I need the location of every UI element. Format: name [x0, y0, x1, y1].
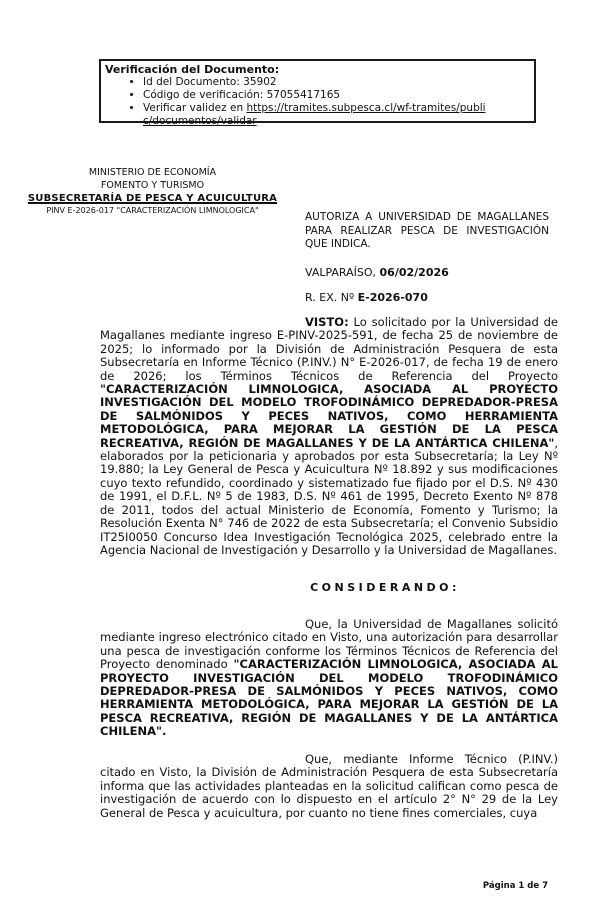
verify-validity-item [143, 102, 534, 128]
visto-paragraph [100, 316, 558, 557]
resolution-number-line [305, 291, 428, 304]
verify-validity-text: Verificar validez en [143, 102, 244, 114]
ministry-subname: FOMENTO Y TURISMO [100, 179, 205, 191]
considerando-heading: CONSIDERANDO: [310, 581, 460, 594]
verification-code-item [143, 89, 534, 102]
letterhead [25, 167, 280, 217]
ministry-name: MINISTERIO DE ECONOMÍA [88, 167, 217, 178]
visto-text-after: , elaborados por la peticionaria y aprobados por esta Subsecretaría; la Ley Nº 19.880; la Ley General de Pesca y Acuicultura Nº 18.892 y sus modificaciones cuyo texto refundido, coordinado y sistematizado fue fijado por el D.S. Nº 430 de 1991, el D.F.L. Nº 5 de 1983, D.S. Nº 461 de 1995, Decreto Exento Nº 878 de 2011, todos del actual Ministerio de Economía, Fomento y Turismo; la Resolución Exenta N° 746 de 2022 de esta Subsecretaría; el Convenio Subsidio IT25I0050 Concurso Idea Investigación Tecnológica 2025, celebrado entre la Agencia Nacional de Investigación y Desarrollo y la Universidad de Magallanes. [100, 435, 558, 557]
project-title-repeat: "CARACTERIZACIÓN LIMNOLOGICA, ASOCIADA AL PROYECTO INVESTIGACIÓN DEL MODELO TROFODINÁMICO DEPREDADOR-PRESA DE SALMÓNIDOS Y PECES NATIVOS, COMO HERRAMIENTA METODOLÓGICA, PARA MEJORAR LA GESTIÓN DE LA PESCA RECREATIVA, REGIÓN DE MAGALLANES Y DE LA ANTÁRTICA CHILENA" [100, 657, 558, 739]
project-title: "CARACTERIZACIÓN LIMNOLOGICA, ASOCIADA AL PROYECTO INVESTIGACIÓN DEL MODELO TROFODINÁMICO DEPREDADOR-PRESA DE SALMÓNIDOS Y PECES NATIVOS, COMO HERRAMIENTA METODOLÓGICA, PARA MEJORAR LA GESTIÓN DE LA PESCA RECREATIVA, REGIÓN DE MAGALLANES Y DE LA ANTÁRTICA CHILENA" [100, 382, 558, 450]
city-label: VALPARAÍSO, [305, 266, 380, 279]
project-reference: PINV E-2026-017 "CARACTERIZACIÓN LIMNOLOGICA" [46, 206, 259, 215]
verification-list [101, 76, 534, 128]
considerando-paragraph-2: Que, mediante Informe Técnico (P.INV.) citado en Visto, la División de Administración Pesquera de esta Subsecretaría informa que las actividades planteadas en la solicitud califican como pesca de investigación de acuerdo con lo dispuesto en el artículo 2° N° 29 de la Ley General de Pesca y acuicultura, por cuanto no tiene fines comerciales, cuya [100, 752, 558, 820]
verification-title: Verificación del Documento: [105, 63, 280, 76]
considerando-p1-before: Que, la Universidad de Magallanes solicitó mediante ingreso electrónico citado en Visto, una autorización para desarrollar una pesca de investigación conforme los Términos Técnicos de Referencia del Proyecto denominado [100, 617, 558, 672]
visto-label: VISTO: [305, 315, 349, 329]
resolution-number-prefix: R. EX. Nº [305, 291, 358, 304]
considerando-paragraph-1 [100, 618, 558, 739]
visto-text-before: Lo solicitado por la Universidad de Magallanes mediante ingreso E-PINV-2025-591, de fecha 25 de noviembre de 2025; lo informado por la División de Administración Pesquera de esta Subsecretaría en Informe Técnico (P.INV.) N° E-2026-017, de fecha 19 de enero de 2026; los Términos Técnicos de Referencia del Proyecto [100, 315, 558, 383]
verification-code-text: Código de verificación: 57055417165 [143, 89, 341, 101]
considerando-p1-after: . [162, 724, 167, 739]
city-date-line [305, 266, 449, 279]
agency-name: SUBSECRETARÍA DE PESCA Y ACUICULTURA [27, 193, 278, 204]
document-id-text: Id del Documento: 35902 [143, 76, 277, 88]
resolution-number: E-2026-070 [357, 291, 428, 304]
resolution-date: 06/02/2026 [379, 266, 449, 279]
resolution-epigraph: AUTORIZA A UNIVERSIDAD DE MAGALLANES PARA REALIZAR PESCA DE INVESTIGACIÓN QUE INDICA. [305, 211, 549, 250]
verification-url-link[interactable]: https://tramites.subpesca.cl/wf-tramites/public/documentos/validar [143, 102, 486, 127]
document-id-item [143, 76, 534, 89]
page-footer: Página 1 de 7 [482, 881, 548, 891]
verification-box [99, 59, 536, 127]
